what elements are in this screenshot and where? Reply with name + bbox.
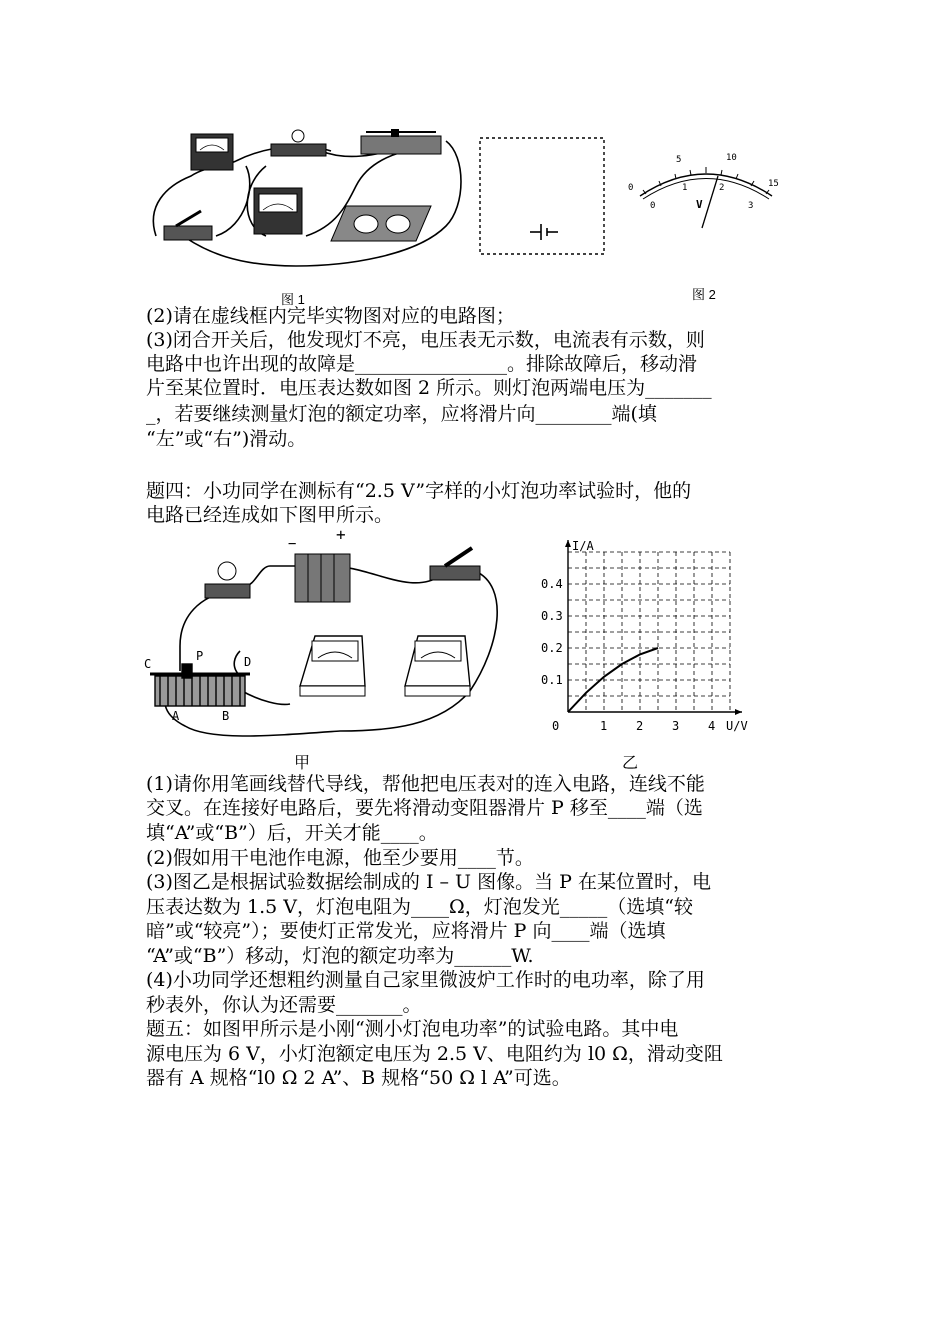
- q4-line-4: (2)假如用干电池作电源，他至少要用____节。: [146, 847, 534, 869]
- x-tick-label: 4: [708, 719, 716, 733]
- figure-1-caption: 图 1: [281, 292, 305, 307]
- meter-outer-5: 5: [676, 155, 682, 165]
- q3-line-2: (3)闭合开关后，他发现灯不亮，电压表无示数，电流表有示数，则: [146, 329, 705, 351]
- y-tick-label: 0.1: [541, 673, 563, 687]
- label-A: A: [172, 709, 180, 723]
- meter-outer-10: 10: [726, 153, 737, 163]
- voltmeter-jia: [300, 636, 365, 696]
- lamp-jia: [205, 562, 250, 598]
- q3-line-1: (2)请在虚线框内完毕实物图对应的电路图；: [146, 305, 515, 327]
- q4-line-13: 器有 A 规格“l0 Ω 2 A”、B 规格“50 Ω l A”可选。: [146, 1067, 571, 1089]
- ammeter-jia: [405, 636, 470, 696]
- lamp: [271, 130, 326, 156]
- label-P: P: [196, 649, 204, 663]
- q4-line-8: “A”或“B”）移动，灯泡的额定功率为______W.: [146, 945, 534, 967]
- meter-unit: V: [696, 198, 703, 211]
- q3-line-5: _，若要继续测量灯泡的额定功率，应将滑片向________端(填: [146, 403, 657, 425]
- meter-outer-0: 0: [628, 183, 634, 193]
- q4-line-5: (3)图乙是根据试验数据绘制成的 I – U 图像。当 P 在某位置时，电: [146, 871, 711, 893]
- q4-intro-1: 题四：小功同学在测标有“2.5 V”字样的小灯泡功率试验时，他的: [146, 480, 692, 502]
- label-C: C: [144, 657, 152, 671]
- y-tick-label: 0.2: [541, 641, 563, 655]
- figure-yi-chart: [540, 526, 760, 741]
- battery-pack: [295, 554, 350, 602]
- q4-intro-2: 电路已经连成如下图甲所示。: [146, 504, 394, 526]
- figure-2-meter: [626, 146, 786, 236]
- circuit-diagram-box: [478, 136, 606, 256]
- y-axis-arrow: [565, 540, 571, 547]
- q4-line-12: 源电压为 6 V，小灯泡额定电压为 2.5 V、电阻约为 l0 Ω，滑动变阻: [146, 1043, 723, 1065]
- meter-needle: [702, 176, 718, 228]
- voltmeter: [254, 188, 302, 234]
- q3-line-3: 电路中也许出现的故障是________________。排除故障后，移动滑: [146, 353, 698, 375]
- battery-plus: +: [336, 526, 346, 544]
- x-axis-arrow: [735, 709, 742, 715]
- switch-jia: [430, 548, 480, 580]
- meter-inner-1: 1: [682, 183, 688, 193]
- battery-minus: −: [288, 536, 297, 552]
- battery-symbol: [530, 224, 558, 240]
- battery-holder: [331, 206, 431, 241]
- q4-line-7: 暗”或“较亮”）；要使灯正常发光，应将滑片 P 向____端（选填: [146, 920, 666, 942]
- q3-line-6: “左”或“右”)滑动。: [146, 428, 307, 450]
- q4-line-3: 填“A”或“B”）后，开关才能____。: [146, 822, 438, 844]
- switch: [164, 211, 212, 240]
- x-tick-label: 2: [636, 719, 644, 733]
- meter-inner-2: 2: [719, 183, 725, 193]
- q4-line-11: 题五：如图甲所示是小刚“测小灯泡电功率”的试验电路。其中电: [146, 1018, 679, 1040]
- y-tick-label: 0.4: [541, 577, 563, 591]
- figure-jia-circuit: [140, 526, 505, 744]
- q4-line-6: 压表达数为 1.5 V，灯泡电阻为____Ω，灯泡发光_____（选填“较: [146, 896, 693, 918]
- q4-line-9: (4)小功同学还想粗约测量自己家里微波炉工作时的电功率，除了用: [146, 969, 705, 991]
- q4-line-1: (1)请你用笔画线替代导线，帮他把电压表对的连入电路，连线不能: [146, 773, 705, 795]
- meter-inner-3: 3: [748, 201, 754, 211]
- meter-inner-0: 0: [650, 201, 656, 211]
- figure-2-caption: 图 2: [692, 287, 716, 302]
- q4-line-2: 交叉。在连接好电路后，要先将滑动变阻器滑片 P 移至____端（选: [146, 797, 703, 819]
- meter-outer-15: 15: [768, 179, 779, 189]
- ammeter: [191, 134, 233, 170]
- x-tick-label: 1: [600, 719, 608, 733]
- label-B: B: [222, 709, 230, 723]
- x-axis-label: U/V: [726, 719, 748, 733]
- y-tick-label: 0.3: [541, 609, 563, 623]
- rheostat: [361, 129, 441, 154]
- q4-line-10: 秒表外，你认为还需要_______。: [146, 994, 422, 1016]
- label-D: D: [244, 655, 252, 669]
- y-axis-label: I/A: [572, 539, 594, 553]
- figure-1-circuit: [146, 126, 466, 276]
- q3-line-4: 片至某位置时．电压表达数如图 2 所示。则灯泡两端电压为_______: [146, 377, 712, 399]
- origin-label: 0: [552, 719, 560, 733]
- x-tick-label: 3: [672, 719, 680, 733]
- caption-yi: 乙: [622, 753, 639, 772]
- caption-jia: 甲: [294, 753, 311, 772]
